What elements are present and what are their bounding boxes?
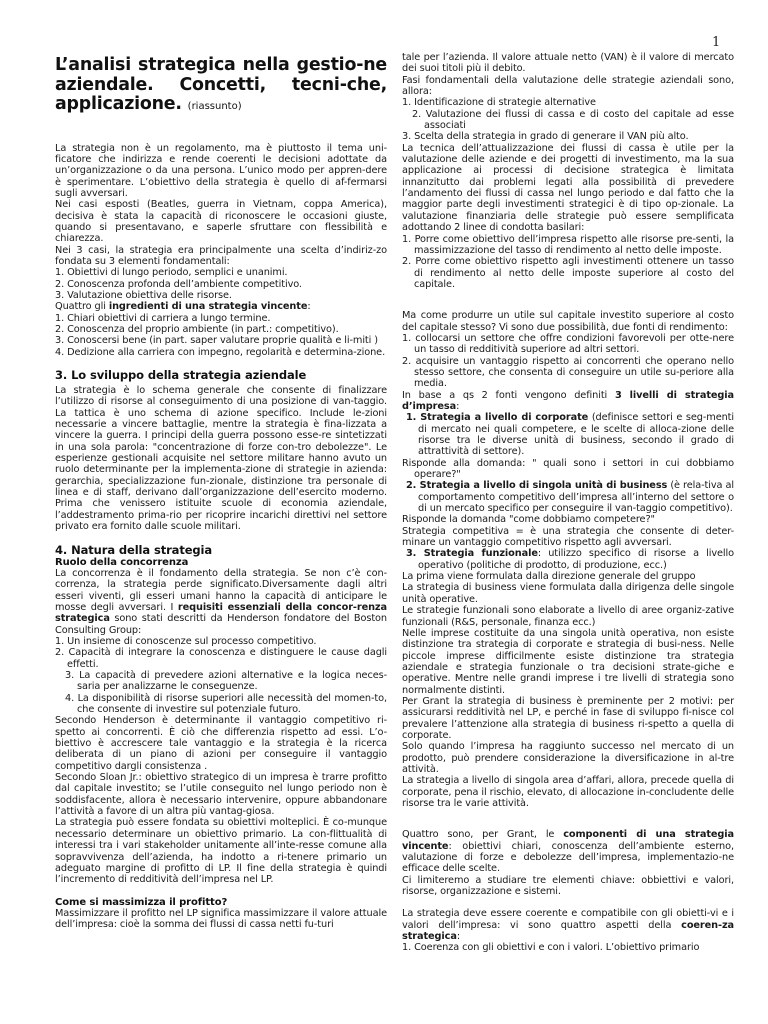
key-elements-paragraph: Ci limiteremo a studiare tre elementi chiave: obbiettivi e valori, risorse, organizzazione e sistemi. <box>402 874 734 898</box>
list-item: 2. acquisire un vantaggio rispetto ai concorrenti che operano nello stesso settore, che consenta di conseguire un utile su-periore alla media. <box>402 355 734 390</box>
level-1-item <box>402 412 734 457</box>
elements-list <box>55 267 387 301</box>
van-paragraph: tale per l’azienda. Il valore attuale netto (VAN) è il valore di mercato dei suoi titoli più il debito. <box>402 52 734 75</box>
text-span: In base a qs 2 fonti vengono definiti <box>402 389 615 401</box>
text-span: : <box>456 931 460 943</box>
levels-intro <box>402 390 734 413</box>
title-main: L’analisi strategica nella gestio-ne aziendale. Concetti, tecni-che, applicazione. <box>55 55 387 114</box>
list-item: 2. Capacità di integrare la conoscenza e distinguere le cause dagli effetti. <box>55 647 387 670</box>
list-item: 3. Valutazione obiettiva delle risorse. <box>55 289 232 301</box>
title-sub: (riassunto) <box>187 101 242 112</box>
success-paragraph: Solo quando l’impresa ha raggiunto successo nel mercato di un prodotto, può prendere considerazione la diversificazione in al-tre attività. <box>402 741 734 775</box>
text-span: Quattro sono, per Grant, le <box>402 829 564 841</box>
intro-paragraph-3: Nei 3 casi, la strategia era principalmente una scelta d’indiriz-zo fondata su 3 elementi fondamentali: <box>55 244 387 267</box>
bold-span: 2. Strategia a livello di singola unità di business <box>406 480 668 492</box>
text-span: (definisce settori e seg-menti di mercato nei quali competere, e le scelte di alloca-zione delle risorse tra le diverse unità di business, secondo il grado di attrattività di settore). <box>418 412 735 458</box>
bold-span: 1. Strategia a livello di corporate <box>406 412 589 424</box>
text-span: (è rela-tiva al comportamento competitivo dell’impresa all’interno del settore o di un mercato specifico per conseguire il van-taggio competitivo). <box>418 480 734 515</box>
level-3-item <box>402 548 734 571</box>
bold-span: requisiti essenziali della concor-renza strategica <box>55 601 387 625</box>
list-item: 3. Scelta della strategia in grado di generare il VAN più alto. <box>402 131 689 143</box>
phases-list <box>402 97 734 142</box>
document-title <box>55 56 387 117</box>
list-item: 1. Chiari obiettivi di carriera a lungo termine. <box>55 312 271 324</box>
business-paragraph: La strategia di business viene formulata dalla dirigenza delle singole unità operative. <box>402 582 734 605</box>
first-level-paragraph: La prima viene formulata dalla direzione generale del gruppo <box>402 571 696 583</box>
ingredients-intro <box>55 301 387 312</box>
text-span: sono stati descritti da Henderson fondatore del Boston Consulting Group: <box>55 613 387 636</box>
list-item: 3. La capacità di prevedere azioni alternative e la logica neces-saria per analizzarne le conseguenze. <box>65 670 387 693</box>
text-span: La strategia deve essere coerente e compatibile con gli obietti-vi e i valori dell’impresa: vi sono quattro aspetti della <box>402 908 734 931</box>
ingredients-list <box>55 313 387 358</box>
return-question-paragraph: Ma come produrre un utile sul capitale investito superiore al costo del capitale stesso? Vi sono due possibilità, due fonti di rendimento: <box>402 310 734 333</box>
list-item: 2. Porre come obiettivo rispetto agli investimenti ottenere un tasso di rendimento al netto delle imposte superiore al costo del capitale. <box>402 256 734 290</box>
bold-span: ingredienti di una strategia vincente <box>108 301 308 313</box>
text-span: : obiettivi chiari, conoscenza dell’ambiente esterno, valutazione di forze e debolezze dell’impresa, implementazio-ne efficace delle scelte. <box>402 840 734 875</box>
bold-span: componenti di una strategia vincente <box>402 829 734 852</box>
business-area-paragraph: La strategia a livello di singola area d’affari, allora, precede quella di corporate, pena il rischio, elevato, di allocazione in-concludente delle risorse tra le varie attività. <box>402 775 734 809</box>
list-item: 1. collocarsi un settore che offre condizioni favorevoli per otte-nere un tasso di redditività superiore ad altri settori. <box>402 332 734 356</box>
components-paragraph <box>402 829 734 874</box>
single-unit-paragraph: Nelle imprese costituite da una singola unità operativa, non esiste distinzione tra strategia di corporate e strategia di busi-ness. Nelle piccole imprese difficilmente esiste distinzione tra strategia aziendale e strategia funzionale o tra decisioni strate-giche e operative. Mentre nelle grandi imprese i tre livelli di strategia sono normalmente distinti. <box>402 627 734 696</box>
bold-span: 3. Strategia funzionale <box>406 548 538 560</box>
text-span: : <box>456 400 460 412</box>
list-item: 2. Conoscenza profonda dell’ambiente competitivo. <box>55 278 302 290</box>
level-1-question: Risponde alla domanda: " quali sono i settori in cui dobbiamo operare?" <box>402 457 734 481</box>
section-4-heading: 4. Natura della strategia <box>55 542 213 557</box>
list-item: 4. La disponibilità di risorse superiori alle necessità del momen-to, che consente di investire sul potenziale futuro. <box>65 692 387 716</box>
level-2-question: Risponde la domanda "come dobbiamo competere?" <box>402 514 655 526</box>
competitive-strategy-paragraph: Strategia competitiva = è una strategia che consente di deter-minare un vantaggio competitivo rispetto agli avversari. <box>402 525 734 549</box>
intro-paragraph-1: La strategia non è un regolamento, ma è piuttosto il tema uni-ficatore che indirizza e rende coerenti le decisioni adottate da un’organizzazione o da una persona. L’unico modo per appren-dere è sperimentare. L’obiettivo della strategia è quello di af-fermarsi sugli avversari. <box>55 142 387 199</box>
section-4-subheading: Ruolo della concorrenza <box>55 556 189 568</box>
list-item: 1. Obiettivi di lungo periodo, semplici e unanimi. <box>55 267 288 279</box>
list-item: 2. Conoscenza del proprio ambiente (in part.: competitivo). <box>55 324 339 335</box>
profit-question-heading: Come si massimizza il profitto? <box>55 896 228 908</box>
dcf-paragraph: La tecnica dell’attualizzazione dei flussi di cassa è utile per la valutazione delle aziende e dei progetti di investimento, ma la sua applicazione ai processi di decisione strategica è limitata innanzitutto dai problemi legati alla possibilità di prevedere l’andamento dei flussi di cassa nel lungo periodo e dal fatto che la maggior parte degli investimenti strategici è di tipo op-zionale. La valutazione finanziaria delle strategie può essere semplificata adottando 2 linee di condotta basilari: <box>402 142 734 234</box>
text-span: : utilizzo specifico di risorse a livello operativo (politiche di prodotto, di produzione, ecc.) <box>418 548 734 571</box>
sources-list <box>402 333 734 390</box>
competition-paragraph <box>55 568 387 636</box>
list-item: 2. Valutazione dei flussi di cassa e di costo del capitale ad esse associati <box>412 108 734 132</box>
list-item: 4. Dedizione alla carriera con impegno, regolarità e determina-zione. <box>55 346 386 358</box>
left-column <box>55 52 387 931</box>
henderson-list <box>55 636 387 715</box>
list-item: 1. Porre come obiettivo dell’impresa rispetto alle risorse pre-senti, la massimizzazione del tasso di rendimento al netto delle imposte. <box>402 233 734 256</box>
list-item: 1. Identificazione di strategie alternative <box>402 97 596 109</box>
phases-intro: Fasi fondamentali della valutazione delle strategie aziendali sono, allora: <box>402 74 734 98</box>
bold-span: 3 livelli di strategia d’impresa <box>402 389 735 412</box>
coherence-paragraph <box>402 908 734 942</box>
section-3-heading: 3. Lo sviluppo della strategia aziendale <box>55 368 307 383</box>
text-span: Quattro gli <box>55 301 109 313</box>
list-item: 1. Coerenza con gli obiettivi e con i valori. L’obiettivo primario <box>402 942 700 954</box>
level-2-item <box>402 480 734 514</box>
text-span: : <box>307 301 311 313</box>
list-item: 1. Un insieme di conoscenze sul processo competitivo. <box>55 635 317 647</box>
profit-paragraph: Massimizzare il profitto nel LP significa massimizzare il valore attuale dell’impresa: cioè la somma dei flussi di cassa netti fu-turi <box>55 907 387 931</box>
page-number: 1 <box>712 35 721 50</box>
text-span: La concorrenza è il fondamento della strategia. Se non c’è con-correnza, la strategia perde significato.Diversamente dagli altri esseri viventi, gli esseri umani hanno la capacità di anticipare le mosse degli avversari. I <box>55 567 387 613</box>
right-column <box>402 52 734 954</box>
list-item: 3. Conoscersi bene (in part. saper valutare proprie qualità e li-miti ) <box>55 335 378 347</box>
bold-span: coeren-za strategica <box>402 919 734 943</box>
guidelines-list <box>402 234 734 291</box>
objectives-paragraph: La strategia può essere fondata su obiettivi molteplici. È co-munque necessario determinare un obiettivo primario. La con-flittualità di interessi tra i vari stakeholder unitamente all’inte-resse comune alla sopravvivenza dell’azienda, ha indotto a ri-tenere primario un adeguato margine di profitto di LP. Il fine della strategia è quindi l’incremento di redditività dell’impresa nel LP. <box>55 817 387 886</box>
intro-paragraph-2: Nei casi esposti (Beatles, guerra in Vietnam, coppa America), decisiva è stata la capacità di riconoscere le occasioni giuste, quando si presentavano, e saperle sfruttare con flessibilità e chiarezza. <box>55 199 387 245</box>
grant-paragraph: Per Grant la strategia di business è preminente per 2 motivi: per assicurarsi redditività nel LP, e perché in fase di sviluppo fi-nisce col prevalere l’attenzione alla strategia di business ri-spetto a quella di corporate. <box>402 695 734 741</box>
henderson-paragraph: Secondo Henderson è determinante il vantaggio competitivo ri-spetto ai concorrenti. È ciò che differenzia rispetto ad essi. L’o-biettivo è accrescere tale vantaggio e la strategia è la ricerca deliberata di un piano di azioni per conseguire il vantaggio competitivo dargli consistenza . <box>55 715 387 772</box>
functional-paragraph: Le strategie funzionali sono elaborate a livello di aree organiz-zative funzionali (R&S, personale, finanza ecc.) <box>402 605 734 628</box>
sloan-paragraph: Secondo Sloan Jr.: obiettivo strategico di un impresa è trarre profitto dal capitale investito; se l’utile conseguito nel lungo periodo non è soddisfacente, allora è necessario intervenire, oppure abbandonare l’attività a favore di un altra più vantag-giosa. <box>55 772 387 818</box>
section-3-text: La strategia è lo schema generale che consente di finalizzare l’utilizzo di risorse al conseguimento di una posizione di van-taggio. La tattica è uno schema di azione specifico. Include le-zioni necessarie a vincere battaglie, mentre la strategia è fina-lizzata a vincere la guerra. I principi della guerra possono esse-re sintetizzati in una sola parola: "concentrazione di forze con-tro debolezze". Le esperienze gestionali acquisite nel settore militare hanno avuto un ruolo determinante per la implementa-zione di strategie in azienda: gerarchia, specializzazione fun-zionale, distinzione tra personale di linea e di staff, derivano dall’organizzazione dell’esercito moderno. Prima che venissero istituite scuole di economia aziendale, l’addestramento prima-rio per ricoprire incarichi direttivi nel settore privato era fornito dalle scuole militari. <box>55 385 387 533</box>
